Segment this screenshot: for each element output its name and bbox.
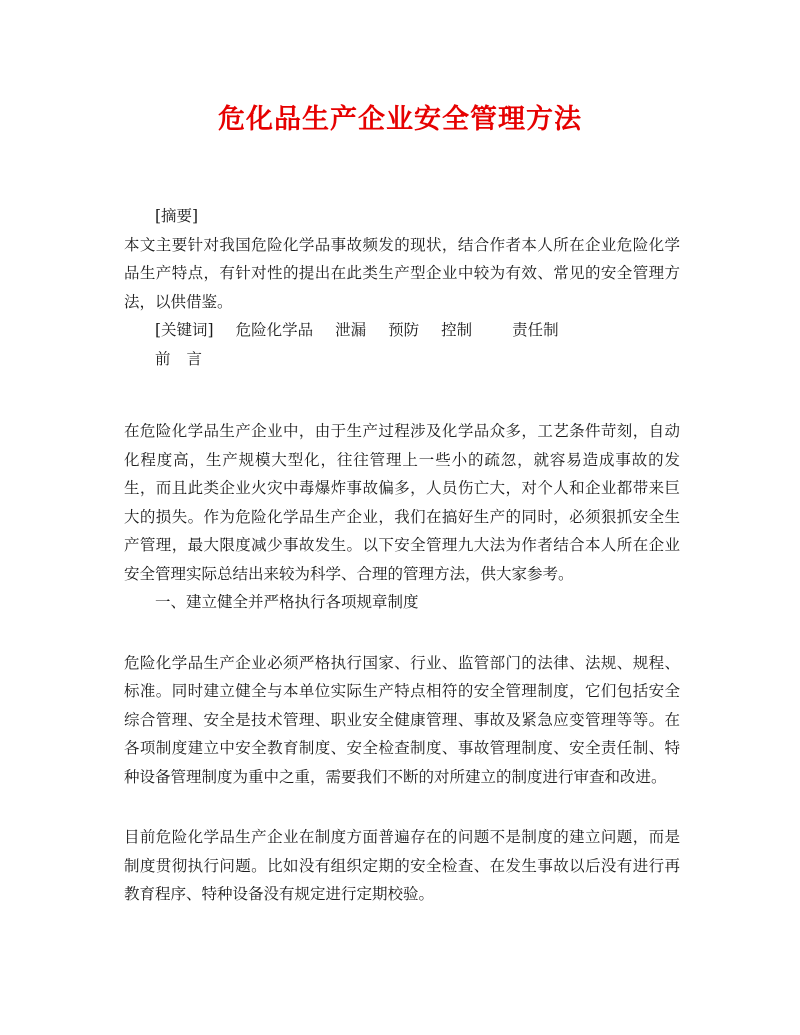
keyword-item: 控制 bbox=[441, 321, 473, 339]
section-heading: 一、建立健全并严格执行各项规章制度 bbox=[155, 593, 419, 611]
paragraph-intro: 在危险化学品生产企业中，由于生产过程涉及化学品众多，工艺条件苛刻，自动化程度高，生产规模大型化，往往管理上一些小的疏忽，就容易造成事故的发生，而且此类企业火灾中毒爆炸事故偏多，人员伤亡大，对个人和企业都带来巨大的损失。作为危险化学品生产企业，我们在搞好生产的同时，必须狠抓安全生产管理，最大限度减少事故发生。以下安全管理九大法为作者结合本人所在企业安全管理实际总结出来较为科学、合理的管理方法，供大家参考。 bbox=[124, 422, 680, 583]
paragraph-issues: 目前危险化学品生产企业在制度方面普遍存在的问题不是制度的建立问题，而是制度贯彻执行问题。比如没有组织定期的安全检查、在发生事故以后没有进行再教育程序、特种设备没有规定进行定期校验。 bbox=[124, 828, 680, 903]
document-body bbox=[124, 202, 680, 909]
keywords-label: [关键词] bbox=[155, 321, 214, 339]
preface-heading-char: 前 bbox=[155, 349, 171, 368]
abstract-label: [摘要] bbox=[155, 207, 199, 225]
paragraph-regulations: 危险化学品生产企业必须严格执行国家、行业、监管部门的法律、法规、规程、标准。同时建立健全与本单位实际生产特点相符的安全管理制度，它们包括安全综合管理、安全是技术管理、职业安全健康管理、事故及紧急应变管理等等。在各项制度建立中安全教育制度、安全检查制度、事故管理制度、安全责任制、特种设备管理制度为重中之重，需要我们不断的对所建立的制度进行审查和改进。 bbox=[124, 653, 680, 786]
keywords-line bbox=[124, 316, 680, 345]
keyword-item: 责任制 bbox=[512, 321, 559, 339]
document-title: 危化品生产企业安全管理方法 bbox=[218, 104, 582, 135]
abstract-text: 本文主要针对我国危险化学品事故频发的现状，结合作者本人所在企业危险化学品生产特点，有针对性的提出在此类生产型企业中较为有效、常见的安全管理方法，以供借鉴。 bbox=[124, 235, 680, 311]
preface-heading bbox=[124, 345, 680, 374]
keyword-item: 泄漏 bbox=[335, 321, 367, 339]
preface-heading-char: 言 bbox=[186, 349, 203, 368]
keyword-item: 预防 bbox=[388, 321, 420, 339]
keyword-item: 危险化学品 bbox=[235, 321, 314, 339]
